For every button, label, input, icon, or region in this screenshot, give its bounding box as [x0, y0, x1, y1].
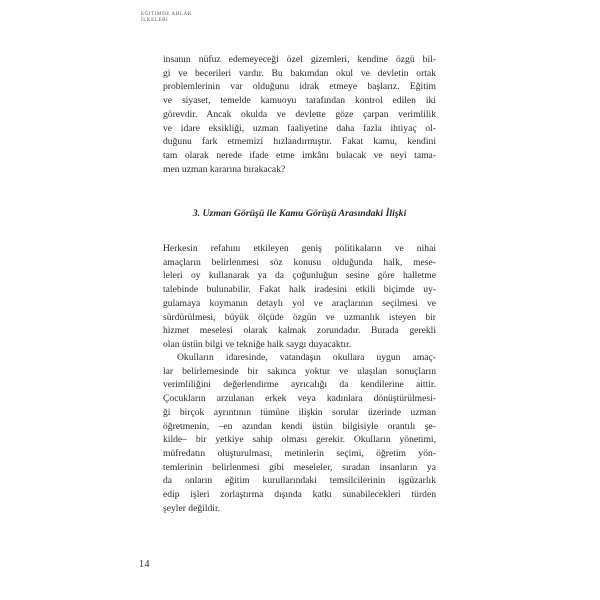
text-line: Okulların idaresinde, vatandaşın okullara uygun amaç-: [177, 352, 436, 363]
text-line: tam olarak nerede ifade etme imkânı bulacak ve neyi tama-: [163, 149, 436, 161]
text-line: ve siyaset, temelde kamuoyu tarafından kontrol edilen iki: [163, 95, 436, 107]
text-line: amaçların belirlenmesi söz konusu olduğunda halk, mese-: [163, 256, 436, 268]
text-line: olan üstün bilgi ve tekniğe halk saygı duyacaktır.: [163, 338, 352, 350]
text-line: kilde– bir yetkiye sahip olması gerekir. Okulların yönetimi,: [163, 434, 436, 446]
text-line: da onların eğitim kurullarındaki temsilcilerinin işgüzarlık: [163, 475, 436, 487]
text-line: şeyler değildir.: [163, 502, 221, 514]
text-line: ği birçok ayrıntının tümüne ilişkin sorular üzerinde uzman: [163, 406, 436, 418]
paragraph-1: [163, 53, 436, 176]
text-line: insanın nüfuz edemeyeceği özel gizemleri, kendine özgü bil-: [163, 54, 436, 65]
text-line: gulamaya koymanın detaylı yol ve araçlarının seçilmesi ve: [163, 297, 436, 309]
text-line: temlerinin belirlenmesi gibi meseleler, sıradan insanların ya: [163, 461, 436, 473]
text-line: talebinde bulunabilir. Fakat halk iradesini etkili biçimde uy-: [163, 284, 436, 296]
section-heading: 3. Uzman Görüşü ile Kamu Görüşü Arasındaki İlişki: [192, 208, 407, 219]
text-line: edip işleri zorlaştırma dışında katkı sunabilecekleri türden: [163, 489, 436, 501]
text-line: gi ve becerileri vardır. Bu bakımdan okul ve devletin ortak: [163, 67, 436, 79]
running-head-line-1: EĞITIMDE AHLAK: [141, 12, 193, 17]
text-line: lar belirlemesinde bir sakınca yoktur ve ulaşılan sonuçların: [163, 365, 436, 377]
text-line: sürdürülmesi, büyük ölçüde özgün ve uzmanlık isteyen bir: [163, 311, 436, 323]
text-line: öğretmenin, –en azından kendi üstün bilgisiyle orantılı şe-: [163, 420, 436, 432]
text-line: hizmet meselesi olarak kalmak zorundadır. Burada gerekli: [163, 325, 436, 337]
text-line: verimliliğini değerlendirme ayrıcalığı da kendilerine aittir.: [163, 379, 436, 391]
page-number: 14: [139, 559, 150, 570]
text-line: ve idare eksikliği, uzman faaliyetine daha fazla ihtiyaç ol-: [163, 122, 436, 134]
text-line: Herkesin refahını etkileyen geniş politikaların ve nihai: [163, 243, 436, 254]
paragraph-3: [163, 351, 436, 515]
text-line: müfredatın oluşturulması, metinlerin seçimi, öğretim yön-: [163, 447, 436, 459]
running-head-line-2: İLKELERI: [141, 18, 169, 23]
text-line: duğunu fark etmemizi hızlandırmıştır. Fakat kamu, kendini: [163, 136, 436, 148]
text-line: men uzman kararına bırakacak?: [163, 163, 286, 175]
running-head: [141, 12, 192, 24]
text-line: görevdir. Ancak okulda ve devlette göze çarpan verimlilik: [163, 108, 436, 120]
text-line: problemlerinin var olduğunu idrak etmeye başlarız. Eğitim: [163, 81, 436, 93]
paragraph-2: [163, 242, 436, 352]
text-line: Çocukların arzulanan erkek veya kadınlara dönüştürülmesi-: [163, 393, 436, 405]
text-line: leleri oy kullanarak ya da çoğunluğun sesine göre halletme: [163, 270, 436, 282]
